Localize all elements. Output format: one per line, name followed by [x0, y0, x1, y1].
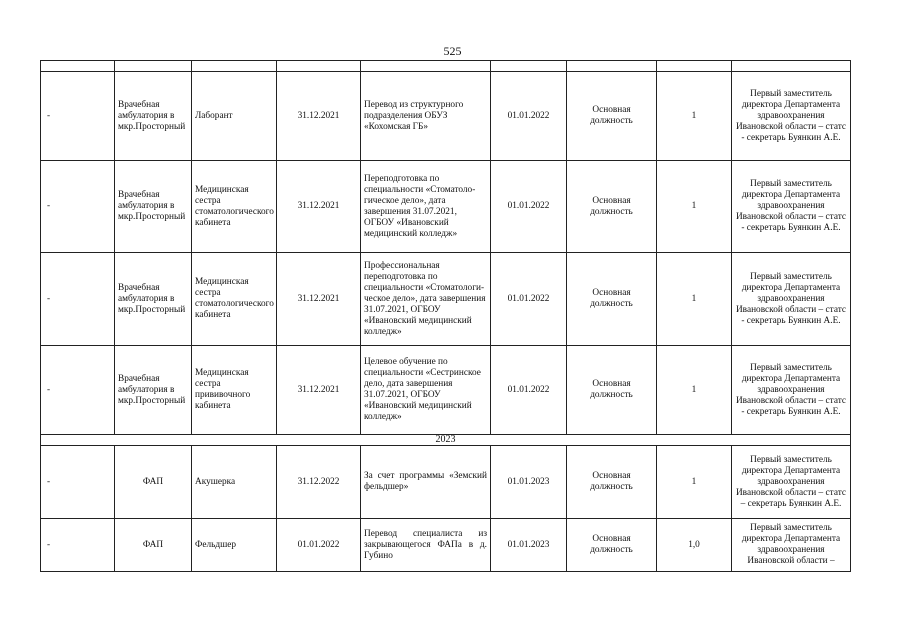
position-cell: Акушерка: [192, 446, 277, 519]
count-cell: 1,0: [657, 519, 732, 572]
row-marker: -: [41, 72, 115, 161]
count-cell: 1: [657, 161, 732, 253]
description-cell: Перевод специалиста из закрывающегося ФАПа в д. Губино: [361, 519, 491, 572]
employment-type-cell: Основная должность: [567, 519, 657, 572]
table-row: [41, 519, 851, 572]
description-cell: Перевод из структурного подразделения ОБУЗ «Кохомская ГБ»: [361, 72, 491, 161]
count-cell: 1: [657, 253, 732, 346]
facility-cell: Врачебная амбулатория в мкр.Просторный: [115, 72, 192, 161]
start-date-cell: 01.01.2023: [491, 519, 567, 572]
staffing-table: [40, 60, 851, 572]
description-cell: Переподготовка по специальности «Стоматоло-гическое дело», дата завершения 31.07.2021, ОГБОУ «Ивановский медицинский колледж»: [361, 161, 491, 253]
employment-type-cell: Основная должность: [567, 72, 657, 161]
position-cell: Лаборант: [192, 72, 277, 161]
table-row: [41, 346, 851, 435]
year-heading: 2023: [41, 435, 851, 446]
position-cell: Медицинская сестра стоматологического кабинета: [192, 161, 277, 253]
date-cell: 31.12.2022: [277, 446, 361, 519]
table-header-row: [41, 61, 851, 72]
date-cell: 31.12.2021: [277, 346, 361, 435]
date-cell: 01.01.2022: [277, 519, 361, 572]
table-row: [41, 253, 851, 346]
count-cell: 1: [657, 346, 732, 435]
position-cell: Фельдшер: [192, 519, 277, 572]
position-cell: Медицинская сестра стоматологического кабинета: [192, 253, 277, 346]
responsible-cell: Первый заместитель директора Департамента здравоохранения Ивановской области – статс - секретарь Буянкин А.Е.: [732, 253, 851, 346]
description-cell: Профессиональная переподготовка по специальности «Стоматологи-ческое дело», дата завершения 31.07.2021, ОГБОУ «Ивановский медицинский колледж»: [361, 253, 491, 346]
description-cell: За счет программы «Земский фельдшер»: [361, 446, 491, 519]
date-cell: 31.12.2021: [277, 253, 361, 346]
responsible-cell: Первый заместитель директора Департамента здравоохранения Ивановской области –: [732, 519, 851, 572]
start-date-cell: 01.01.2022: [491, 346, 567, 435]
start-date-cell: 01.01.2022: [491, 253, 567, 346]
position-cell: Медицинская сестра прививочного кабинета: [192, 346, 277, 435]
responsible-cell: Первый заместитель директора Департамента здравоохранения Ивановской области – статс - секретарь Буянкин А.Е.: [732, 72, 851, 161]
start-date-cell: 01.01.2023: [491, 446, 567, 519]
table-row: [41, 72, 851, 161]
responsible-cell: Первый заместитель директора Департамента здравоохранения Ивановской области – статс – секретарь Буянкин А.Е.: [732, 446, 851, 519]
facility-cell: ФАП: [115, 446, 192, 519]
row-marker: -: [41, 519, 115, 572]
date-cell: 31.12.2021: [277, 161, 361, 253]
year-section-row: [41, 435, 851, 446]
row-marker: -: [41, 161, 115, 253]
page-number: 525: [443, 44, 462, 58]
responsible-cell: Первый заместитель директора Департамента здравоохранения Ивановской области – статс - секретарь Буянкин А.Е.: [732, 161, 851, 253]
start-date-cell: 01.01.2022: [491, 161, 567, 253]
facility-cell: Врачебная амбулатория в мкр.Просторный: [115, 346, 192, 435]
row-marker: -: [41, 446, 115, 519]
responsible-cell: Первый заместитель директора Департамента здравоохранения Ивановской области – статс - секретарь Буянкин А.Е.: [732, 346, 851, 435]
count-cell: 1: [657, 72, 732, 161]
employment-type-cell: Основная должность: [567, 346, 657, 435]
table-row: [41, 446, 851, 519]
facility-cell: Врачебная амбулатория в мкр.Просторный: [115, 253, 192, 346]
date-cell: 31.12.2021: [277, 72, 361, 161]
facility-cell: Врачебная амбулатория в мкр.Просторный: [115, 161, 192, 253]
description-cell: Целевое обучение по специальности «Сестринское дело, дата завершения 31.07.2021, ОГБОУ «Ивановский медицинский колледж»: [361, 346, 491, 435]
start-date-cell: 01.01.2022: [491, 72, 567, 161]
count-cell: 1: [657, 446, 732, 519]
employment-type-cell: Основная должность: [567, 161, 657, 253]
row-marker: -: [41, 253, 115, 346]
facility-cell: ФАП: [115, 519, 192, 572]
row-marker: -: [41, 346, 115, 435]
table-row: [41, 161, 851, 253]
employment-type-cell: Основная должность: [567, 446, 657, 519]
employment-type-cell: Основная должность: [567, 253, 657, 346]
